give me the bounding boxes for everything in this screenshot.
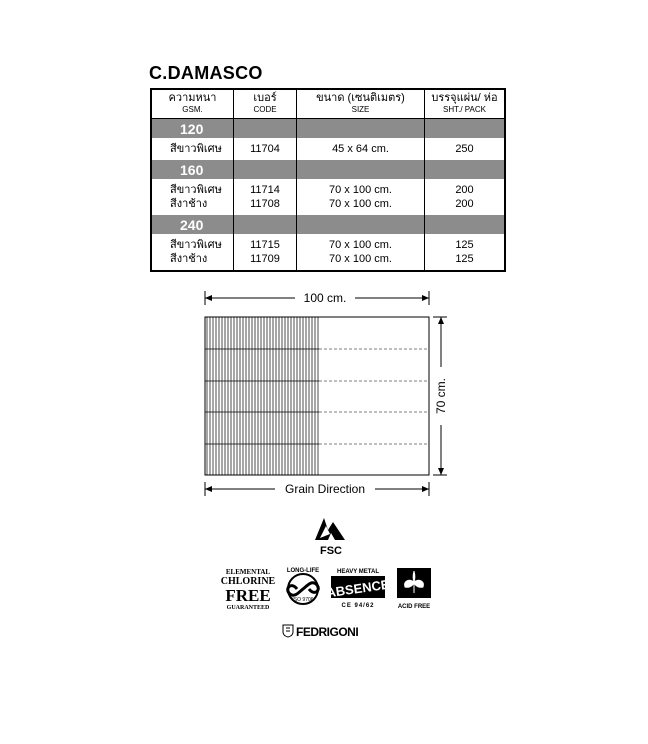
table-row: สีขาวพิเศษ 11714 70 x 100 cm. 200: [151, 183, 505, 197]
svg-text:CE 94/62: CE 94/62: [341, 603, 375, 609]
svg-text:ABSENCE: ABSENCE: [325, 576, 391, 601]
header-code: เบอร์ CODE: [234, 89, 297, 119]
svg-text:CHLORINE: CHLORINE: [220, 576, 276, 587]
svg-text:FSC: FSC: [320, 545, 342, 557]
width-label: 100 cm.: [303, 291, 347, 305]
header-pack: บรรจุแผ่น/ ห่อ SHT./ PACK: [425, 89, 506, 119]
svg-text:HEAVY METAL: HEAVY METAL: [336, 569, 380, 575]
svg-text:ACID FREE: ACID FREE: [397, 604, 431, 610]
long-life-logo: [287, 568, 319, 604]
gsm-label: 240: [151, 215, 234, 234]
header-size: ขนาด (เซนติเมตร) SIZE: [297, 89, 425, 119]
svg-text:FEDRIGONI: FEDRIGONI: [296, 625, 359, 639]
table-row: สีงาช้าง 11708 70 x 100 cm. 200: [151, 197, 505, 211]
table-row: สีขาวพิเศษ 11704 45 x 64 cm. 250: [151, 142, 505, 156]
svg-text:ISO 9706: ISO 9706: [292, 597, 314, 603]
fedrigoni-logo: [283, 625, 358, 639]
ecf-logo: [221, 568, 276, 611]
page-title: C.DAMASCO: [149, 63, 263, 83]
svg-text:FREE: FREE: [225, 586, 271, 605]
table-row: สีขาวพิเศษ 11715 70 x 100 cm. 125: [151, 238, 505, 252]
header-gsm: ความหนา GSM.: [151, 89, 234, 119]
table-row: สีงาช้าง 11709 70 x 100 cm. 125: [151, 252, 505, 266]
grain-label: Grain Direction: [284, 482, 366, 496]
fsc-logo: [315, 518, 345, 557]
height-label: 70 cm.: [434, 377, 448, 415]
acid-free-logo: [397, 568, 431, 610]
heavy-metal-absence-logo: [325, 569, 390, 609]
svg-text:ELEMENTAL: ELEMENTAL: [225, 568, 271, 576]
svg-text:GUARANTEED: GUARANTEED: [226, 605, 270, 611]
svg-text:LONG-LIFE: LONG-LIFE: [286, 568, 320, 574]
gsm-label: 160: [151, 160, 234, 179]
gsm-label: 120: [151, 119, 234, 139]
